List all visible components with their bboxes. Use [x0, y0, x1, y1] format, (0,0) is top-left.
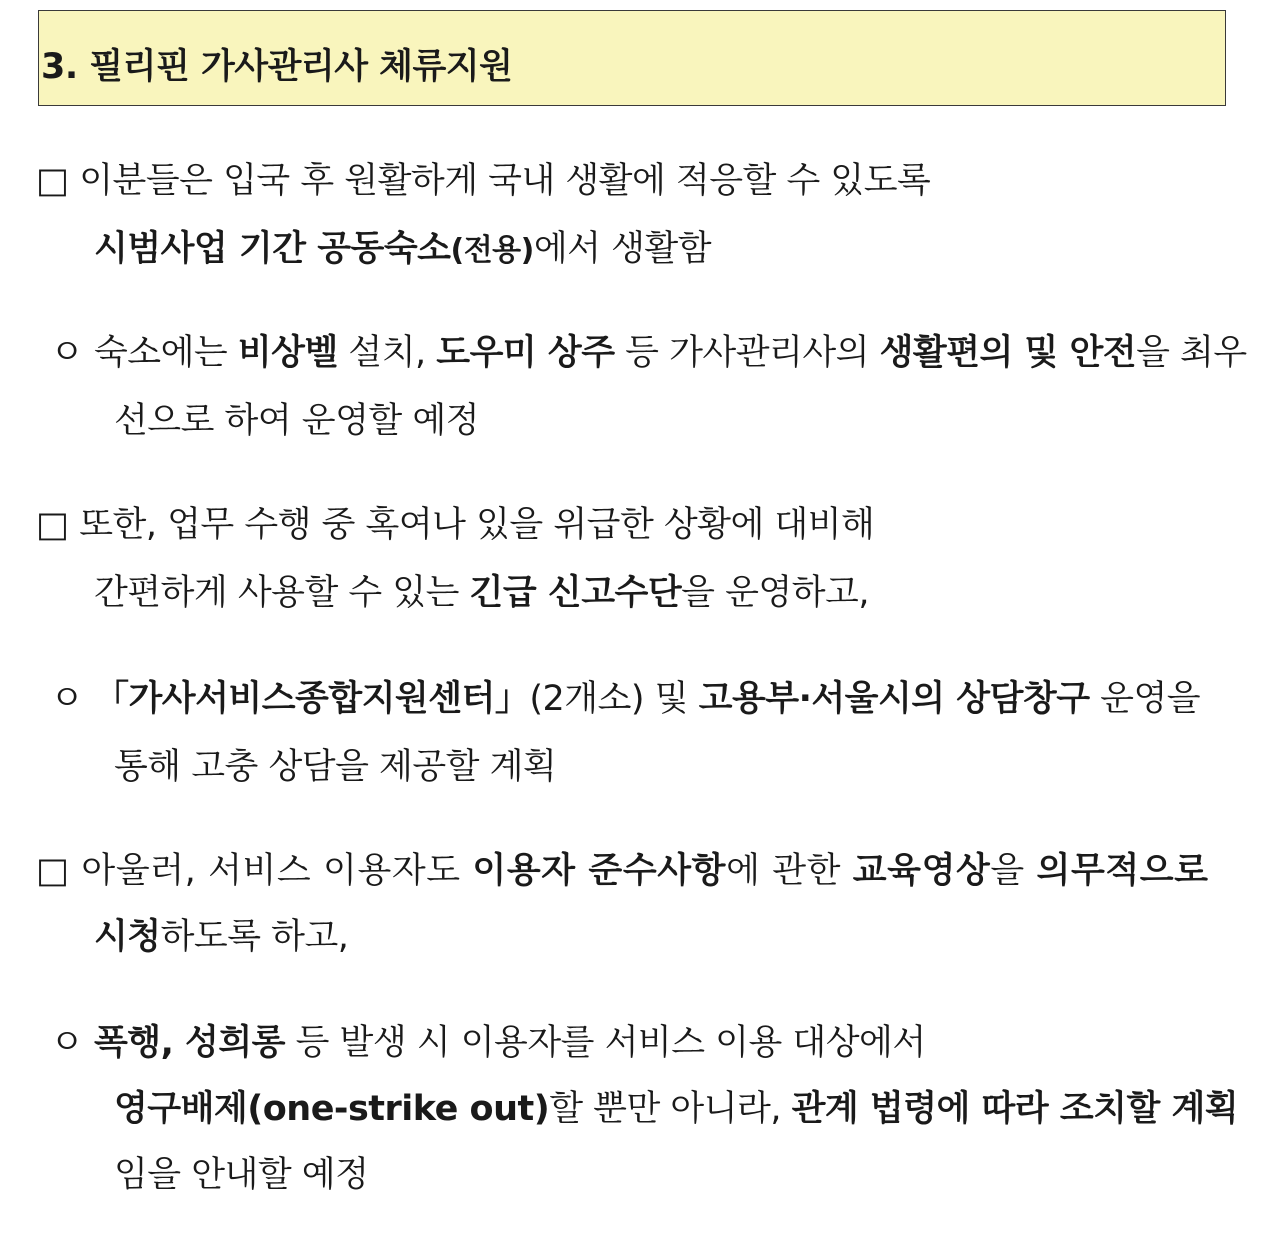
block-1-text-tail: 에서 생활함 — [533, 229, 712, 269]
block-2-bold-2: 도우미 상주 — [436, 333, 615, 373]
block-5-bold-1: 이용자 준수사항 — [472, 851, 727, 891]
block-4-text: (2개소) 및 — [529, 679, 699, 719]
block-6-line-2 — [114, 1088, 1238, 1130]
block-5-text-3: 을 — [990, 851, 1037, 891]
block-5-bold-3: 의무적으로 — [1036, 851, 1209, 891]
block-1-text: 이분들은 입국 후 원활하게 국내 생활에 적응할 수 있도록 — [79, 161, 931, 201]
block-6-text: 등 발생 시 이용자를 서비스 이용 대상에서 — [285, 1023, 926, 1063]
block-2-line-2 — [114, 400, 479, 442]
block-1-bold-text: 시범사업 기간 공동숙소 — [94, 229, 451, 269]
block-6-continuation: 임을 안내할 예정 — [114, 1155, 369, 1195]
block-4-line-1 — [50, 678, 1200, 720]
block-1-bold-paren: (전용) — [450, 233, 534, 268]
block-1-line-2 — [94, 228, 711, 272]
block-5-line-1 — [36, 850, 1209, 892]
block-2-bold-3: 생활편의 및 안전 — [879, 333, 1137, 373]
block-5-line-2 — [94, 916, 348, 958]
block-1-line-1 — [36, 160, 930, 202]
block-5-text: 아울러, 서비스 이용자도 — [81, 851, 473, 891]
block-2-text-3: 등 가사관리사의 — [614, 333, 880, 373]
block-6-line-3 — [114, 1154, 368, 1196]
block-2-text-4: 을 최우 — [1136, 333, 1247, 373]
block-5-bold-4: 시청 — [94, 917, 161, 957]
circle-bullet-icon: ㅇ — [50, 1023, 84, 1063]
block-3-text-3: 을 운영하고, — [681, 573, 869, 613]
square-bullet-icon: □ — [36, 161, 69, 201]
block-4-bold-1: 「가사서비스종합지원센터」 — [93, 679, 530, 719]
block-3-line-1 — [36, 504, 874, 546]
block-3-line-2 — [94, 572, 869, 614]
block-2-continuation: 선으로 하여 운영할 예정 — [114, 401, 479, 441]
square-bullet-icon: □ — [36, 851, 70, 891]
block-4-line-2 — [114, 746, 556, 788]
block-6-bold-2: 영구배제(one-strike out) — [114, 1089, 550, 1129]
block-3-text-2: 간편하게 사용할 수 있는 — [94, 573, 470, 613]
block-5-text-2: 에 관한 — [726, 851, 853, 891]
block-6-line-1 — [50, 1022, 926, 1064]
block-4-continuation: 통해 고충 상담을 제공할 계획 — [114, 747, 557, 787]
circle-bullet-icon: ㅇ — [50, 679, 84, 719]
block-5-bold-2: 교육영상 — [852, 851, 991, 891]
block-2-line-1 — [50, 332, 1247, 374]
block-2-text-2: 설치, — [337, 333, 437, 373]
block-4-bold-2: 고용부·서울시의 상담창구 — [698, 679, 1090, 719]
block-3-text: 또한, 업무 수행 중 혹여나 있을 위급한 상황에 대비해 — [79, 505, 875, 545]
block-4-text-2: 운영을 — [1089, 679, 1201, 719]
block-2-bold-1: 비상벨 — [237, 333, 338, 373]
block-6-bold-1: 폭행, 성희롱 — [93, 1023, 285, 1063]
block-5-text-4: 하도록 하고, — [160, 917, 349, 957]
section-title: 3. 필리핀 가사관리사 체류지원 — [41, 47, 513, 87]
circle-bullet-icon: ㅇ — [50, 333, 84, 373]
block-6-bold-3: 관계 법령에 따라 조치할 계획 — [791, 1089, 1239, 1129]
block-2-text: 숙소에는 — [93, 333, 238, 373]
section-header — [38, 10, 1226, 106]
square-bullet-icon: □ — [36, 505, 69, 545]
block-3-bold: 긴급 신고수단 — [469, 573, 682, 613]
block-6-text-2: 할 뿐만 아니라, — [549, 1089, 792, 1129]
